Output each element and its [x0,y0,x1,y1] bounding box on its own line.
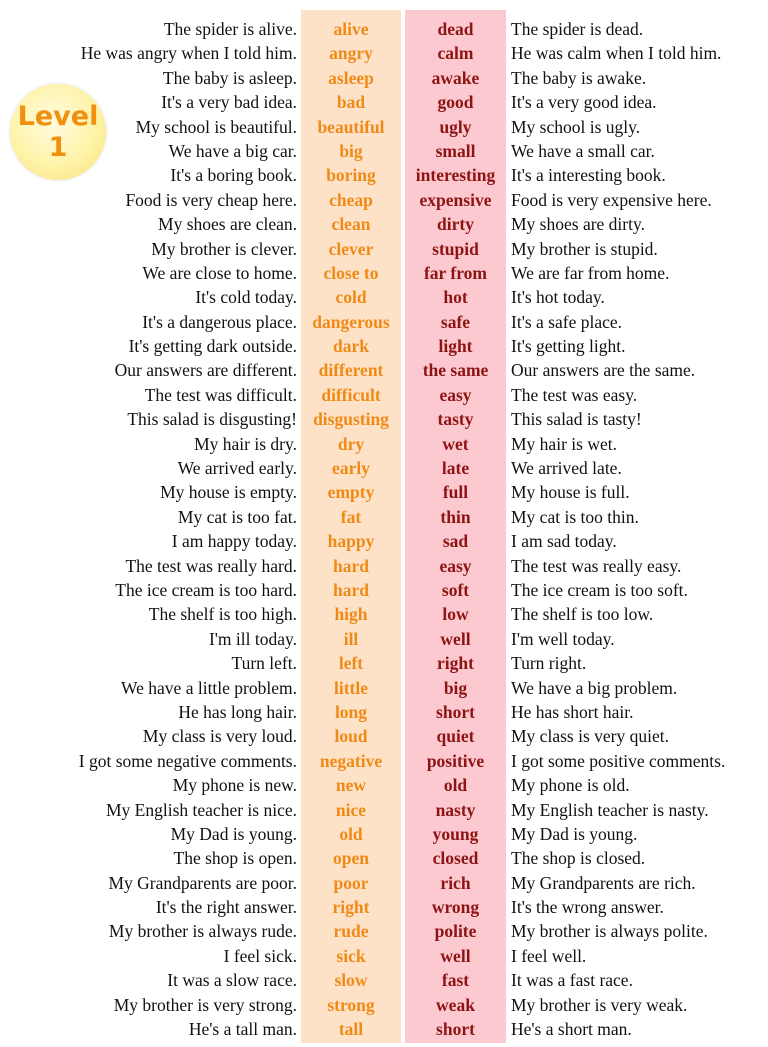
opposite-word: positive [426,750,485,771]
adjective-word: bad [336,92,366,113]
opposite-word: interesting [415,165,496,186]
adjective-word: early [332,458,370,479]
sentence-right: My shoes are dirty. [511,214,645,235]
opposite-pair-row [0,578,768,602]
opposite-word: short [436,1019,475,1040]
adjective-word: ill [343,628,359,649]
sentence-right: My Dad is young. [511,823,638,844]
sentence-left: The shop is open. [173,848,297,869]
opposite-word: old [443,775,468,796]
sentence-right: Our answers are the same. [511,360,696,381]
adjective-word: strong [327,994,375,1015]
opposite-pair-row [0,17,768,41]
sentence-left: It's the right answer. [155,897,297,918]
sentence-left: He's a tall man. [188,1019,297,1040]
sentence-left: My Grandparents are poor. [108,872,297,893]
adjective-word: clever [328,238,374,259]
sentence-left: I got some negative comments. [78,750,297,771]
sentence-right: I got some positive comments. [511,750,726,771]
opposite-word: rich [440,872,471,893]
sentence-right: My school is ugly. [511,116,641,137]
opposite-word: calm [437,43,474,64]
opposite-word: dead [437,19,474,39]
opposite-pair-row [0,676,768,700]
sentence-left: It's getting dark outside. [128,336,297,357]
sentence-left: He has long hair. [178,701,297,722]
sentence-left: My house is empty. [160,482,297,503]
opposite-pair-row [0,505,768,529]
opposite-pair-row [0,90,768,114]
adjective-word: cheap [329,189,373,210]
sentence-right: It was a fast race. [511,970,633,991]
opposite-word: nasty [435,799,476,820]
adjective-word: nice [335,799,367,820]
sentence-right: It's the wrong answer. [511,897,664,918]
opposite-pair-row [0,310,768,334]
adjective-word: beautiful [317,116,385,137]
opposite-pair-row [0,212,768,236]
opposite-pair-row [0,627,768,651]
opposite-pair-row [0,66,768,90]
sentence-left: It's a very bad idea. [161,92,297,113]
sentence-left: The spider is alive. [163,19,297,39]
opposite-word: hot [443,287,468,308]
adjective-word: big [339,140,363,161]
opposite-word: sad [442,531,469,552]
sentence-right: The ice cream is too soft. [511,579,688,600]
adjective-word: happy [327,531,375,552]
opposite-pair-row [0,993,768,1017]
sentence-right: We are far from home. [511,262,670,283]
adjective-word: slow [334,970,368,991]
sentence-left: We are close to home. [142,262,297,283]
sentence-left: We have a little problem. [121,677,297,698]
adjective-word: cold [335,287,367,308]
sentence-left: Turn left. [231,653,297,674]
adjective-word: disgusting [313,409,389,430]
opposite-word: ugly [439,116,472,137]
opposite-word: low [442,604,469,625]
opposite-word: quiet [436,726,475,747]
sentence-right: I am sad today. [511,531,617,552]
opposite-pair-row [0,139,768,163]
opposite-word: weak [436,994,475,1015]
adjective-word: poor [333,872,369,893]
sentence-left: My Dad is young. [170,823,297,844]
sentence-left: It's a boring book. [170,165,297,186]
opposite-pair-row [0,554,768,578]
opposite-pair-row [0,407,768,431]
opposite-word: closed [432,848,479,869]
sentence-left: Food is very cheap here. [125,189,297,210]
sentence-left: The shelf is too high. [148,604,297,625]
sentence-left: The ice cream is too hard. [115,579,297,600]
opposite-pair-row [0,749,768,773]
sentence-right: He was calm when I told him. [511,43,722,64]
sentence-right: It's hot today. [511,287,605,308]
sentence-right: Food is very expensive here. [511,189,712,210]
sentence-right: It's a very good idea. [511,92,657,113]
opposite-word: light [438,336,473,357]
sentence-left: It's cold today. [195,287,297,308]
sentence-right: We have a big problem. [511,677,678,698]
opposite-pair-row [0,529,768,553]
adjective-word: right [332,897,370,918]
adjective-word: new [335,775,367,796]
opposite-word: the same [422,360,489,381]
sentence-left: He was angry when I told him. [80,43,297,64]
opposite-pair-row [0,773,768,797]
opposite-pair-row [0,724,768,748]
sentence-left: This salad is disgusting! [127,409,297,430]
sentence-right: My cat is too thin. [511,506,639,527]
adjective-word: empty [327,482,375,503]
sentence-left: The baby is asleep. [162,67,297,88]
sentence-left: I feel sick. [223,945,297,966]
opposite-pair-row [0,41,768,65]
opposite-pair-row [0,261,768,285]
adjective-word: high [334,604,368,625]
opposite-pair-row [0,285,768,309]
opposite-word: right [437,653,474,674]
opposites-list [0,17,768,1041]
opposite-pair-row [0,456,768,480]
adjective-word: fat [340,506,362,527]
adjective-word: hard [333,579,369,600]
opposite-word: well [440,945,471,966]
adjective-word: little [333,677,368,698]
opposite-word: wet [442,433,469,454]
sentence-left: My class is very loud. [142,726,297,747]
opposite-pair-row [0,383,768,407]
adjective-word: long [334,701,368,722]
sentence-right: We have a small car. [511,140,655,161]
opposite-pair-row [0,871,768,895]
opposite-word: polite [434,921,477,942]
sentence-left: My phone is new. [172,775,297,796]
sentence-right: This salad is tasty! [511,409,642,430]
adjective-word: dry [337,433,365,454]
opposite-word: big [443,677,468,698]
sentence-left: My brother is always rude. [108,921,297,942]
sentence-left: My school is beautiful. [135,116,297,137]
sentence-left: My shoes are clean. [158,214,297,235]
opposite-word: late [441,458,470,479]
opposite-pair-row [0,651,768,675]
opposite-word: easy [439,555,472,576]
opposite-word: far from [423,262,487,283]
adjective-word: negative [319,750,383,771]
sentence-right: He's a short man. [511,1019,632,1040]
adjective-word: dangerous [312,311,390,332]
opposite-word: wrong [431,897,480,918]
sentence-right: My Grandparents are rich. [511,872,696,893]
sentence-right: It's getting light. [511,336,626,357]
opposite-word: small [435,140,476,161]
sentence-left: My hair is dry. [194,433,297,454]
sentence-right: My house is full. [511,482,630,503]
opposite-word: dirty [437,214,474,235]
sentence-left: Our answers are different. [114,360,297,381]
opposite-pair-row [0,163,768,187]
sentence-right: Turn right. [511,653,587,674]
sentence-right: I feel well. [511,945,587,966]
level-badge-number: 1 [48,132,68,163]
sentence-right: It's a safe place. [511,311,623,332]
sentence-right: My brother is very weak. [511,994,688,1015]
sentence-right: The shelf is too low. [511,604,654,625]
adjective-word: alive [333,19,369,39]
opposite-word: good [437,92,474,113]
adjective-word: tall [338,1019,364,1040]
opposite-word: easy [439,384,472,405]
opposite-word: fast [441,970,470,991]
adjective-word: close to [323,262,379,283]
sentence-right: The shop is closed. [511,848,646,869]
sentence-right: My brother is stupid. [511,238,658,259]
sentence-right: The test was easy. [511,384,638,405]
adjective-word: clean [331,214,371,235]
adjective-word: boring [326,165,376,186]
opposite-pair-row [0,895,768,919]
adjective-word: open [333,848,369,869]
opposite-word: full [442,482,469,503]
adjective-word: different [318,360,384,381]
adjective-word: loud [334,726,368,747]
opposite-word: young [432,823,479,844]
opposite-pair-row [0,480,768,504]
sentence-left: We have a big car. [168,140,297,161]
sentence-left: My English teacher is nice. [106,799,297,820]
adjective-word: old [339,823,363,844]
adjective-word: rude [333,921,369,942]
sentence-right: I'm well today. [511,628,615,649]
adjective-word: asleep [328,67,374,88]
adjective-word: hard [333,555,369,576]
opposite-word: thin [440,506,471,527]
opposite-word: short [436,701,475,722]
sentence-right: We arrived late. [511,458,622,479]
sentence-left: It's a dangerous place. [142,311,297,332]
adjective-word: difficult [321,384,381,405]
sentence-left: My brother is very strong. [113,994,297,1015]
adjective-word: left [338,653,364,674]
opposite-word: tasty [437,409,474,430]
adjective-word: dark [333,336,369,357]
sentence-left: My brother is clever. [151,238,297,259]
opposite-pair-row [0,944,768,968]
sentence-right: My class is very quiet. [511,726,669,747]
opposite-word: safe [440,311,471,332]
opposite-pair-row [0,919,768,943]
opposite-pair-row [0,822,768,846]
opposite-word: stupid [432,238,479,259]
opposite-pair-row [0,700,768,724]
opposite-pair-row [0,188,768,212]
opposite-pair-row [0,237,768,261]
sentence-left: We arrived early. [177,458,297,479]
sentence-right: My phone is old. [511,775,630,796]
sentence-left: I am happy today. [171,531,297,552]
opposite-pair-row [0,602,768,626]
sentence-left: The test was difficult. [144,384,297,405]
opposite-pair-row [0,358,768,382]
opposite-pair-row [0,846,768,870]
sentence-left: The test was really hard. [125,555,297,576]
opposite-word: well [440,628,471,649]
sentence-right: My English teacher is nasty. [511,799,709,820]
sentence-left: I'm ill today. [208,628,297,649]
sentence-right: The test was really easy. [511,555,682,576]
sentence-right: It's a interesting book. [511,165,666,186]
opposite-word: expensive [419,189,492,210]
adjective-word: angry [329,43,373,64]
sentence-right: My brother is always polite. [511,921,708,942]
adjective-word: sick [336,945,366,966]
sentence-left: My cat is too fat. [177,506,297,527]
opposite-word: awake [431,67,480,88]
sentence-right: The spider is dead. [511,19,644,39]
sentence-left: It was a slow race. [167,970,297,991]
opposite-pair-row [0,334,768,358]
opposite-pair-row [0,432,768,456]
sentence-right: My hair is wet. [511,433,617,454]
sentence-right: He has short hair. [511,701,634,722]
opposite-pair-row [0,798,768,822]
opposite-pair-row [0,115,768,139]
opposite-pair-row [0,1017,768,1041]
opposite-pair-row [0,968,768,992]
level-badge-label: Level [17,101,99,132]
sentence-right: The baby is awake. [511,67,647,88]
opposite-word: soft [441,579,470,600]
